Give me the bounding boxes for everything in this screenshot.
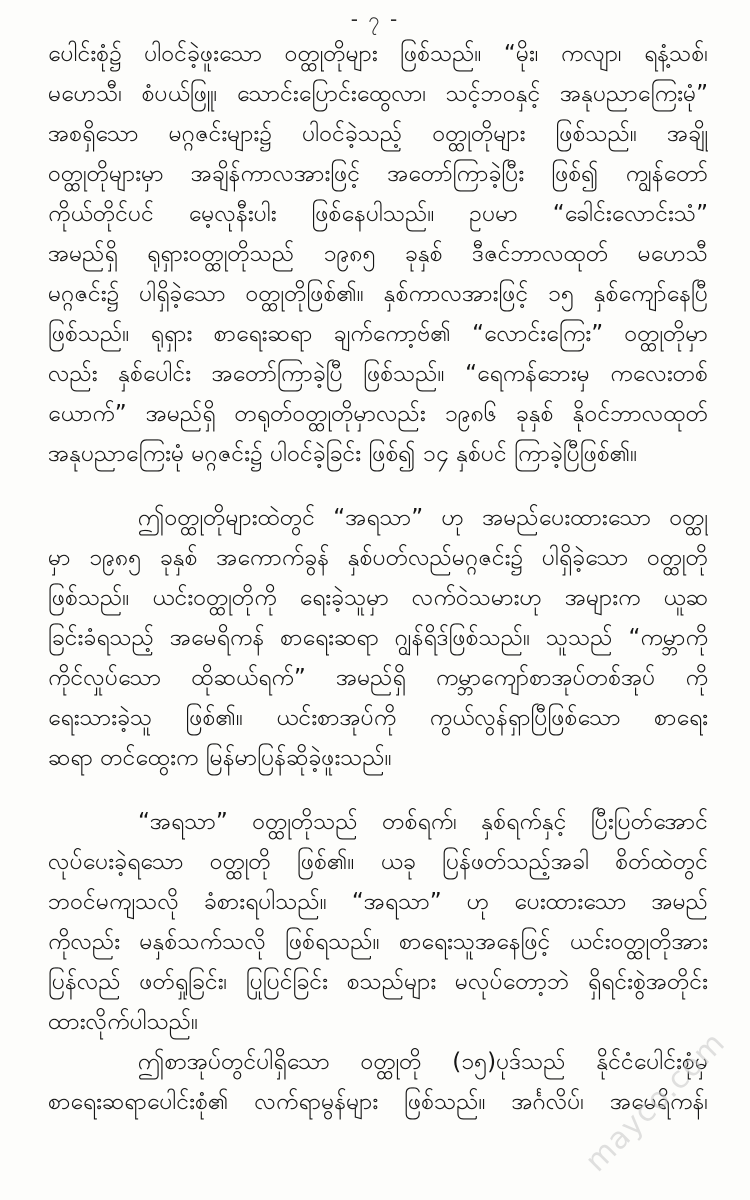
text-line: ယောက်” အမည်ရှိ တရုတ်ဝတ္ထုတိုမှာလည်း ၁၉၈၆ ခုနှစ် နိုဝင်ဘာလထုတ် (48, 401, 708, 427)
text-line: ဖြစ်သည်။ ရုရှား စာရေးဆရာ ချက်ကော့ဗ်၏ “လောင်းကြေး” ဝတ္ထုတိုမှာ (48, 321, 708, 347)
watermark: mayco.com (578, 1025, 732, 1179)
text-line: မှာ ၁၉၈၅ ခုနှစ် အကောက်ခွန် နှစ်ပတ်လည်မဂ္ဂဇင်း၌ ပါရှိခဲ့သော ဝတ္ထုတို (48, 545, 708, 571)
body-text (48, 34, 708, 1122)
text-line: “အရသာ” ဝတ္ထုတိုသည် တစ်ရက်၊ နှစ်ရက်နှင့် ပြီးပြတ်အောင် (138, 809, 708, 835)
text-line: လည်း နှစ်ပေါင်း အတော်ကြာခဲ့ပြီ ဖြစ်သည်။ “ရေကန်ဘေးမှ ကလေးတစ် (48, 361, 708, 387)
text-line: ကိုလည်း မနှစ်သက်သလို ဖြစ်ရသည်။ စာရေးသူအနေဖြင့် ယင်းဝတ္ထုတိုအား (48, 929, 708, 955)
text-line: လုပ်ပေးခဲ့ရသော ဝတ္ထုတို ဖြစ်၏။ ယခု ပြန်ဖတ်သည့်အခါ စိတ်ထဲတွင် (48, 849, 708, 875)
text-line: ဝတ္ထုတိုများမှာ အချိန်ကာလအားဖြင့် အတော်ကြာခဲ့ပြီး ဖြစ်၍ ကျွန်တော် (48, 161, 708, 187)
text-line: ခြင်းခံရသည့် အမေရိကန် စာရေးဆရာ ဂျွန်ရိဒ်ဖြစ်သည်။ သူသည် “ကမ္ဘာကို (48, 625, 708, 651)
paragraph-4 (48, 1042, 708, 1122)
page-number: - ၇ - (350, 7, 400, 31)
text-line: ဆရာ တင်ထွေးက မြန်မာပြန်ဆိုခဲ့ဖူးသည်။ (48, 745, 392, 771)
text-line: ကိုယ်တိုင်ပင် မေ့လုနီးပါး ဖြစ်နေပါသည်။ ဥပမာ “ခေါင်းလောင်းသံ” (48, 201, 708, 227)
text-line: ဤဝတ္ထုတိုများထဲတွင် “အရသာ” ဟု အမည်ပေးထားသော ဝတ္ထု (138, 505, 708, 531)
text-line: ထားလိုက်ပါသည်။ (48, 1009, 199, 1035)
text-line: ဖြစ်သည်။ ယင်းဝတ္ထုတိုကို ရေးခဲ့သူမှာ လက်ဝဲသမားဟု အများက ယူဆ (48, 585, 708, 611)
text-line: အစရှိသော မဂ္ဂဇင်းများ၌ ပါဝင်ခဲ့သည့် ဝတ္ထုတိုများ ဖြစ်သည်။ အချို့ (48, 121, 708, 147)
paragraph-3 (48, 802, 708, 1042)
paragraph-1 (48, 34, 708, 474)
text-line: မဂ္ဂဇင်း၌ ပါရှိခဲ့သော ဝတ္ထုတိုဖြစ်၏။ နှစ်ကာလအားဖြင့် ၁၅ နှစ်ကျော်နေပြီ (48, 281, 708, 307)
text-line: အနုပညာကြေးမုံ မဂ္ဂဇင်း၌ ပါဝင်ခဲ့ခြင်း ဖြစ်၍ ၁၄ နှစ်ပင် ကြာခဲ့ပြီဖြစ်၏။ (48, 441, 638, 467)
text-line: မဟေသီ၊ စံပယ်ဖြူ၊ သောင်းပြောင်းထွေလာ၊ သင့်ဘဝနှင့် အနုပညာကြေးမုံ” (48, 81, 708, 107)
text-line: ဘဝင်မကျသလို ခံစားရပါသည်။ “အရသာ” ဟု ပေးထားသော အမည် (48, 889, 708, 915)
text-line: ပြန်လည် ဖတ်ရှုခြင်း၊ ပြုပြင်ခြင်း စသည်များ မလုပ်တော့ဘဲ ရှိရင်းစွဲအတိုင်း (48, 969, 708, 995)
text-line: စာရေးဆရာပေါင်းစုံ၏ လက်ရာမွန်များ ဖြစ်သည်။ အင်္ဂလိပ်၊ အမေရိကန်၊ (48, 1089, 708, 1115)
text-line: ကိုင်လှုပ်သော ထိုဆယ်ရက်” အမည်ရှိ ကမ္ဘာကျော်စာအုပ်တစ်အုပ် ကို (48, 665, 708, 691)
text-line: ရေးသားခဲ့သူ ဖြစ်၏။ ယင်းစာအုပ်ကို ကွယ်လွန်ရှာပြီဖြစ်သော စာရေး (48, 705, 708, 731)
text-line: အမည်ရှိ ရုရှားဝတ္ထုတိုသည် ၁၉၈၅ ခုနှစ် ဒီဇင်ဘာလထုတ် မဟေသီ (48, 241, 708, 267)
text-line: ဤစာအုပ်တွင်ပါရှိသော ဝတ္ထုတို (၁၅)ပုဒ်သည် နိုင်ငံပေါင်းစုံမှ (138, 1049, 708, 1075)
paragraph-2 (48, 498, 708, 778)
text-line: ပေါင်းစုံ၌ ပါဝင်ခဲ့ဖူးသော ဝတ္ထုတိုများ ဖြစ်သည်။ “မိုး၊ ကလျာ၊ ရနံ့သစ်၊ (48, 41, 708, 67)
